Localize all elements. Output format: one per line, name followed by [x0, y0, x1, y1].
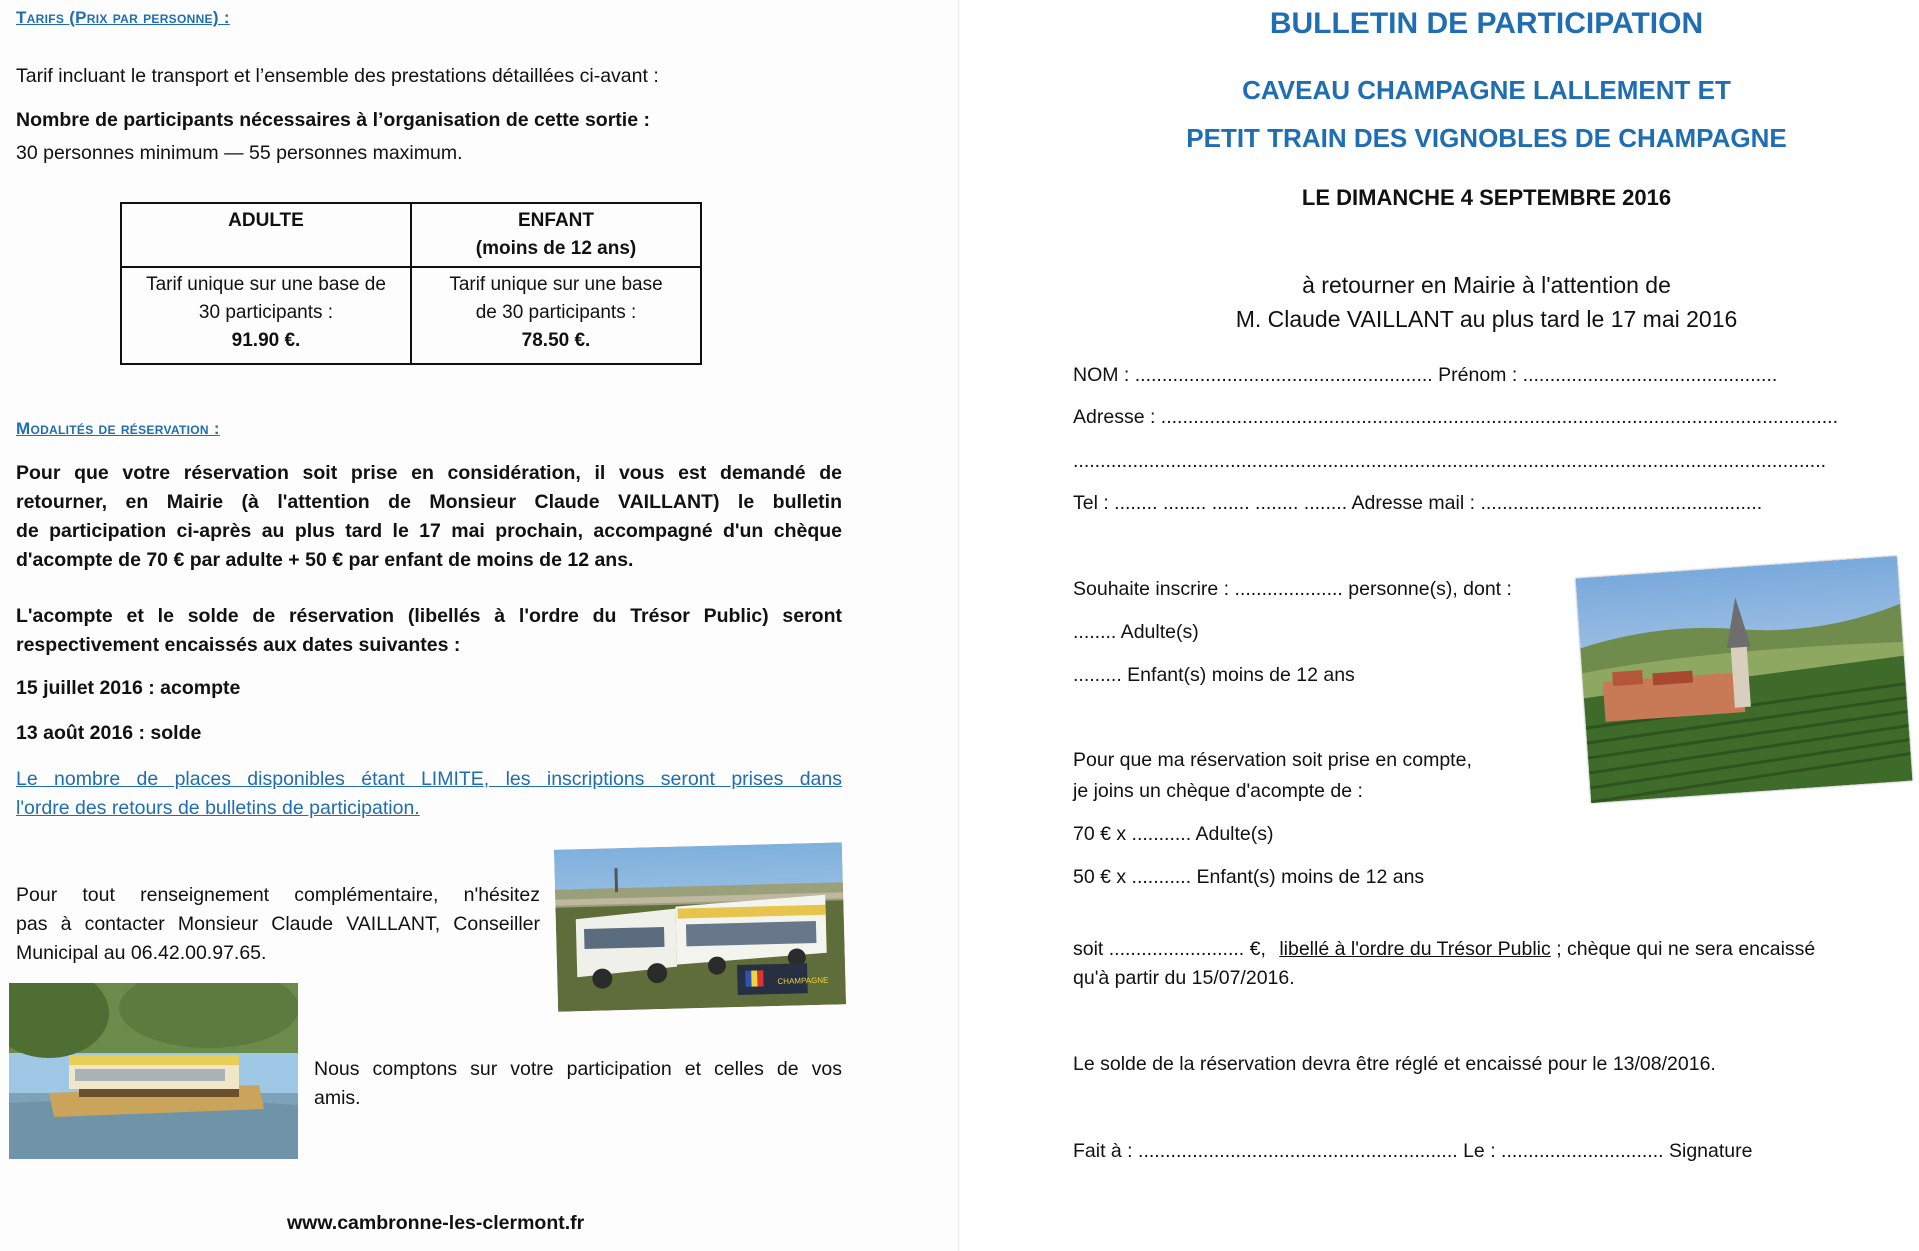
participants-label: Nombre de participants nécessaires à l’organisation de cette sortie : [16, 109, 650, 131]
tarifs-heading: Tarifs (Prix par personne) : [16, 8, 230, 27]
soit-note-2: qu'à partir du 15/07/2016. [1073, 967, 1295, 989]
tarifs-table [120, 202, 702, 365]
adult-price-cell: Tarif unique sur une base de 30 participants : 91.90 €. [121, 267, 411, 364]
train-sign-text: CHAMPAGNE [777, 975, 829, 986]
nom-prenom-field[interactable]: NOM : ....................................................... Prénom : ............................................... [1073, 364, 1778, 386]
price-child-field[interactable]: 50 € x ........... Enfant(s) moins de 12 ans [1073, 866, 1425, 888]
price-adult-field[interactable]: 70 € x ........... Adulte(s) [1073, 823, 1274, 845]
enfants-field[interactable]: ......... Enfant(s) moins de 12 ans [1073, 664, 1355, 686]
contact-line: pas à contacter Monsieur Claude VAILLANT, Conseiller [16, 913, 540, 935]
acompte-paragraph [16, 602, 842, 660]
compte-line-2: je joins un chèque d'acompte de : [1073, 780, 1363, 802]
adresse-field[interactable]: Adresse : ............................................................................................................................. [1073, 406, 1839, 428]
website-footer: www.cambronne-les-clermont.fr [287, 1212, 585, 1234]
solde-note: Le solde de la réservation devra être réglé et encaissé pour le 13/08/2016. [1073, 1053, 1716, 1075]
train-photo [554, 842, 846, 1011]
contact-line: Municipal au 06.42.00.97.65. [16, 942, 267, 964]
tarif-intro: Tarif incluant le transport et l’ensemble des prestations détaillées ci-avant : [16, 65, 659, 87]
reservation-line: de participation ci-après au plus tard le 17 mai prochain, accompagné d'un chèque [16, 520, 842, 542]
compte-line-1: Pour que ma réservation soit prise en compte, [1073, 749, 1472, 771]
fait-le-signature-field[interactable]: Fait à : ........................................................... Le : .............................. Signature [1073, 1140, 1753, 1162]
reservation-line: d'acompte de 70 € par adulte + 50 € par enfant de moins de 12 ans. [16, 549, 634, 571]
subtitle-line: CAVEAU CHAMPAGNE LALLEMENT ET [1242, 75, 1731, 105]
return-instructions [960, 268, 1919, 336]
return-line: à retourner en Mairie à l'attention de [1302, 272, 1671, 298]
vineyard-photo [1576, 556, 1913, 803]
date-acompte: 15 juillet 2016 : acompte [16, 677, 241, 699]
reservation-paragraph [16, 459, 842, 575]
return-line: M. Claude VAILLANT au plus tard le 17 mai 2016 [1235, 306, 1738, 332]
soit-field[interactable] [1073, 935, 1815, 964]
adult-header: ADULTE [121, 203, 411, 267]
soit-amount[interactable]: soit ......................... €, [1073, 938, 1266, 960]
form-title: BULLETIN DE PARTICIPATION [1269, 7, 1704, 40]
acompte-line: L'acompte et le solde de réservation (libellés à l'ordre du Trésor Public) seront [16, 605, 842, 627]
soit-note: ; chèque qui ne sera encaissé [1556, 938, 1816, 960]
limit-line: Le nombre de places disponibles étant LIMITE, les inscriptions seront prises dans [16, 768, 842, 790]
adresse-field-line2[interactable]: ........................................................................................................................................... [1073, 450, 1827, 472]
closing-line: amis. [314, 1087, 361, 1109]
acompte-line: respectivement encaissés aux dates suivantes : [16, 634, 461, 656]
child-price-cell: Tarif unique sur une base de 30 participants : 78.50 €. [411, 267, 701, 364]
limit-paragraph [16, 765, 842, 823]
limit-line: l'ordre des retours de bulletins de participation. [16, 797, 420, 819]
modalites-heading: Modalités de réservation : [16, 419, 220, 438]
event-date: LE DIMANCHE 4 SEPTEMBRE 2016 [1301, 185, 1672, 210]
closing-line: Nous comptons sur votre participation et celles de vos [314, 1058, 842, 1080]
subtitle-line: PETIT TRAIN DES VIGNOBLES DE CHAMPAGNE [1186, 123, 1787, 153]
form-subtitle [960, 72, 1919, 156]
child-header: ENFANT (moins de 12 ans) [411, 203, 701, 267]
souhaite-field[interactable]: Souhaite inscrire : .................... personne(s), dont : [1073, 578, 1512, 600]
contact-line: Pour tout renseignement complémentaire, n'hésitez [16, 884, 540, 906]
reservation-line: Pour que votre réservation soit prise en considération, il vous est demandé de [16, 462, 842, 484]
tel-mail-field[interactable]: Tel : ........ ........ ....... ........ ........ Adresse mail : .................................................... [1073, 492, 1763, 514]
closing-paragraph [314, 1055, 842, 1113]
contact-paragraph [16, 881, 540, 968]
reservation-line: retourner, en Mairie (à l'attention de Monsieur Claude VAILLANT) le bulletin [16, 491, 842, 513]
participants-range: 30 personnes minimum — 55 personnes maximum. [16, 142, 463, 164]
tresor-public-label: libellé à l'ordre du Trésor Public [1279, 938, 1551, 960]
boat-photo [9, 983, 298, 1159]
date-solde: 13 août 2016 : solde [16, 722, 202, 744]
adultes-field[interactable]: ........ Adulte(s) [1073, 621, 1199, 643]
